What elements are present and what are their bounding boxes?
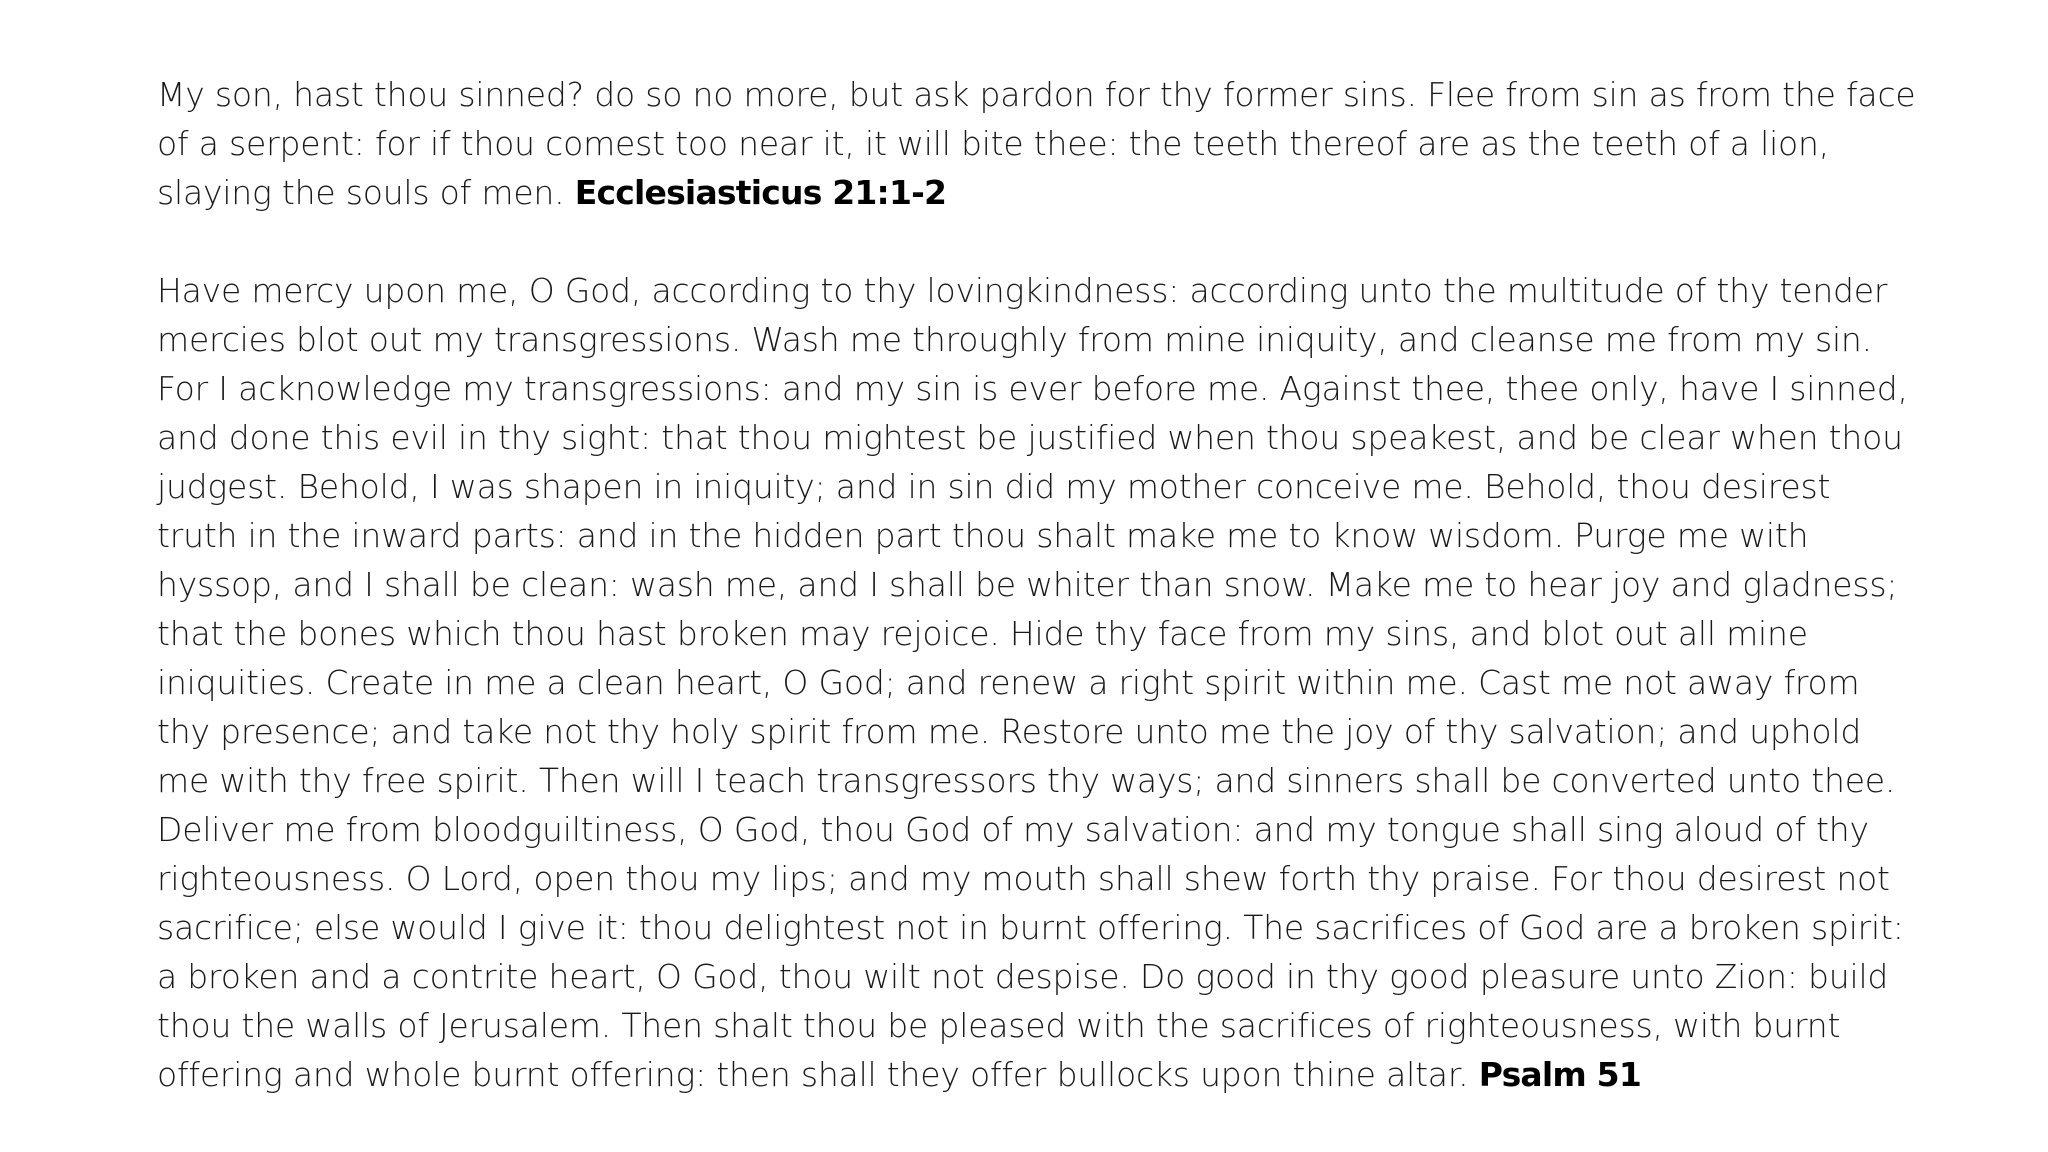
passage-psalm [157, 266, 1917, 1099]
slide-body [157, 70, 1917, 1099]
passage-ecclesiasticus [157, 70, 1917, 217]
passage-text: My son, hast thou sinned? do so no more, but ask pardon for thy former sins. Flee from sin as from the face of a serpent: for if thou comest too near it, it will bite thee: the teeth thereof are as the teeth of a lion, slaying the souls of men. [157, 75, 1916, 212]
scripture-reference: Psalm 51 [1478, 1055, 1641, 1094]
passage-text: Have mercy upon me, O God, according to thy lovingkindness: according unto the multitude of thy tender mercies blot out my transgressions. Wash me throughly from mine iniquity, and cleanse me from my sin. For I acknowledge my transgressions: and my sin is ever before me. Against thee, thee only, have I sinned, and done this evil in thy sight: that thou mightest be justified when thou speakest, and be clear when thou judgest. Behold, I was shapen in iniquity; and in sin did my mother conceive me. Behold, thou desirest truth in the inward parts: and in the hidden part thou shalt make me to know wisdom. Purge me with hyssop, and I shall be clean: wash me, and I shall be whiter than snow. Make me to hear joy and gladness; that the bones which thou hast broken may rejoice. Hide thy face from my sins, and blot out all mine iniquities. Create in me a clean heart, O God; and renew a right spirit within me. Cast me not away from thy presence; and take not thy holy spirit from me. Restore unto me the joy of thy salvation; and uphold me with thy free spirit. Then will I teach transgressors thy ways; and sinners shall be converted unto thee. Deliver me from bloodguiltiness, O God, thou God of my salvation: and my tongue shall sing aloud of thy righteousness. O Lord, open thou my lips; and my mouth shall shew forth thy praise. For thou desirest not sacrifice; else would I give it: thou delightest not in burnt offering. The sacrifices of God are a broken spirit: a broken and a contrite heart, O God, thou wilt not despise. Do good in thy good pleasure unto Zion: build thou the walls of Jerusalem. Then shalt thou be pleased with the sacrifices of righteousness, with burnt offering and whole burnt offering: then shall they offer bullocks upon thine altar. [157, 271, 1908, 1094]
scripture-reference: Ecclesiasticus 21:1-2 [574, 173, 947, 212]
